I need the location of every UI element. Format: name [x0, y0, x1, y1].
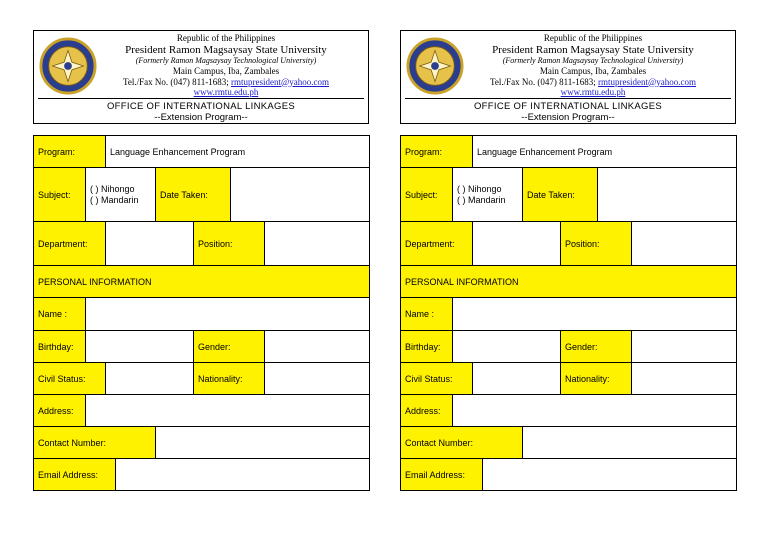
program-value: Language Enhancement Program [473, 136, 737, 168]
contact-line [84, 77, 368, 88]
nationality-label: Nationality: [561, 363, 632, 395]
website-link[interactable]: www.rmtu.edu.ph [193, 87, 259, 97]
address-field[interactable] [453, 395, 737, 427]
republic-line: Republic of the Philippines [176, 33, 276, 43]
gender-label: Gender: [561, 331, 632, 363]
subject-options[interactable] [86, 168, 156, 222]
subject-label: Subject: [34, 168, 86, 222]
office-title: OFFICE OF INTERNATIONAL LINKAGES [473, 101, 662, 112]
civil-status-field[interactable] [473, 363, 561, 395]
contact-number-label: Contact Number: [401, 427, 523, 459]
university-name: President Ramon Magsaysay State University [125, 43, 327, 56]
contact-number-field[interactable] [523, 427, 737, 459]
program-label: Program: [34, 136, 106, 168]
nihongo-option[interactable]: ( ) Nihongo [457, 183, 502, 194]
date-taken-field[interactable] [598, 168, 737, 222]
office-title: OFFICE OF INTERNATIONAL LINKAGES [106, 101, 295, 112]
letterhead [33, 30, 369, 124]
university-name: President Ramon Magsaysay State University [492, 43, 694, 56]
campus-line: Main Campus, Iba, Zambales [172, 66, 280, 76]
civil-status-field[interactable] [106, 363, 194, 395]
personal-info-heading: PERSONAL INFORMATION [401, 266, 737, 298]
former-name: (Formerly Ramon Magsaysay Technological University) [135, 55, 317, 65]
gender-field[interactable] [632, 331, 737, 363]
extension-subtitle: --Extension Program-- [154, 112, 248, 123]
email-link[interactable]: rmtupresident@yahoo.com [231, 76, 330, 87]
gender-label: Gender: [194, 331, 265, 363]
campus-line: Main Campus, Iba, Zambales [539, 66, 647, 76]
name-label: Name : [34, 298, 86, 331]
nationality-field[interactable] [265, 363, 370, 395]
registration-form-left [33, 30, 369, 480]
position-label: Position: [194, 222, 265, 266]
website-link[interactable]: www.rmtu.edu.ph [560, 87, 626, 97]
name-field[interactable] [453, 298, 737, 331]
email-address-field[interactable] [116, 459, 370, 491]
contact-number-field[interactable] [156, 427, 370, 459]
letterhead [400, 30, 736, 124]
department-label: Department: [401, 222, 473, 266]
birthday-label: Birthday: [401, 331, 453, 363]
mandarin-option[interactable]: ( ) Mandarin [90, 194, 139, 205]
personal-info-heading: PERSONAL INFORMATION [34, 266, 370, 298]
civil-status-label: Civil Status: [401, 363, 473, 395]
position-field[interactable] [632, 222, 737, 266]
date-taken-label: Date Taken: [523, 168, 598, 222]
program-label: Program: [401, 136, 473, 168]
birthday-label: Birthday: [34, 331, 86, 363]
civil-status-label: Civil Status: [34, 363, 106, 395]
extension-subtitle: --Extension Program-- [521, 112, 615, 123]
birthday-field[interactable] [453, 331, 561, 363]
address-label: Address: [401, 395, 453, 427]
nihongo-option[interactable]: ( ) Nihongo [90, 183, 135, 194]
name-field[interactable] [86, 298, 370, 331]
website-line [84, 87, 368, 98]
former-name: (Formerly Ramon Magsaysay Technological University) [502, 55, 684, 65]
birthday-field[interactable] [86, 331, 194, 363]
tel-fax: Tel./Fax No. (047) 811-1683; [122, 76, 231, 87]
address-field[interactable] [86, 395, 370, 427]
department-label: Department: [34, 222, 106, 266]
position-field[interactable] [265, 222, 370, 266]
form-fields [33, 135, 370, 491]
date-taken-label: Date Taken: [156, 168, 231, 222]
department-field[interactable] [473, 222, 561, 266]
tel-fax: Tel./Fax No. (047) 811-1683; [489, 76, 598, 87]
email-address-label: Email Address: [401, 459, 483, 491]
name-label: Name : [401, 298, 453, 331]
email-link[interactable]: rmtupresident@yahoo.com [598, 76, 697, 87]
header-divider [38, 98, 364, 99]
contact-number-label: Contact Number: [34, 427, 156, 459]
mandarin-option[interactable]: ( ) Mandarin [457, 194, 506, 205]
form-fields [400, 135, 737, 491]
date-taken-field[interactable] [231, 168, 370, 222]
nationality-field[interactable] [632, 363, 737, 395]
letterhead-text [451, 33, 735, 98]
letterhead-text [84, 33, 368, 98]
registration-form-right [400, 30, 736, 480]
department-field[interactable] [106, 222, 194, 266]
subject-label: Subject: [401, 168, 453, 222]
position-label: Position: [561, 222, 632, 266]
republic-line: Republic of the Philippines [543, 33, 643, 43]
subject-options[interactable] [453, 168, 523, 222]
header-divider [405, 98, 731, 99]
email-address-field[interactable] [483, 459, 737, 491]
program-value: Language Enhancement Program [106, 136, 370, 168]
website-line [451, 87, 735, 98]
email-address-label: Email Address: [34, 459, 116, 491]
address-label: Address: [34, 395, 86, 427]
contact-line [451, 77, 735, 88]
gender-field[interactable] [265, 331, 370, 363]
nationality-label: Nationality: [194, 363, 265, 395]
